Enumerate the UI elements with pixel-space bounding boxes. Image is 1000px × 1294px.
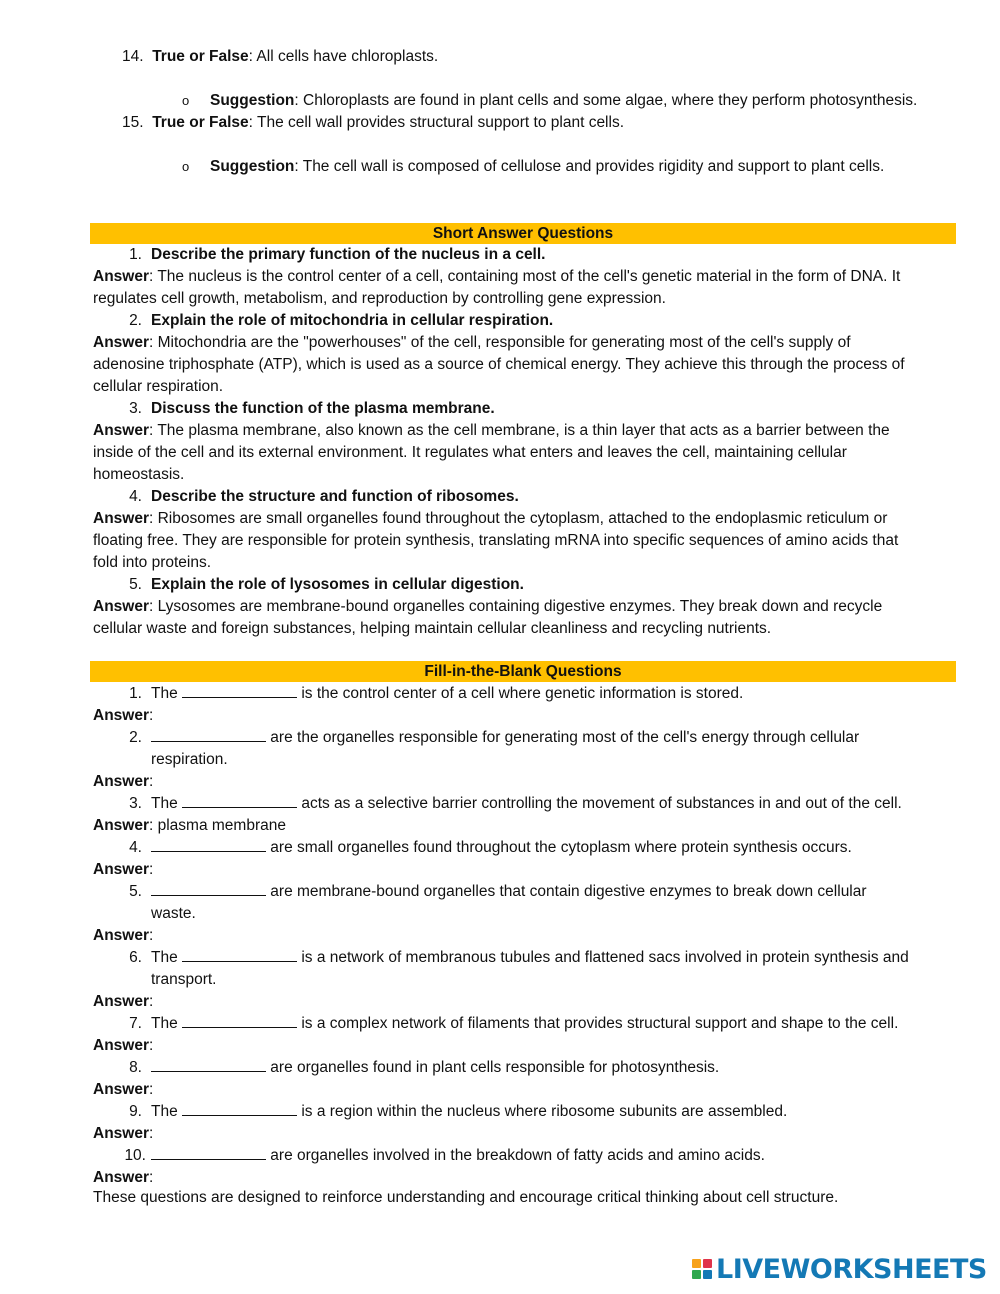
answer-line [93,705,153,727]
answer-line [93,332,851,354]
answer-label: Answer [93,707,149,724]
answer-value: : [149,927,154,944]
tf-suggestion-14 [210,90,917,112]
answer-label: Answer [93,334,149,351]
item-number: 9. [129,1103,142,1120]
logo-square [692,1270,701,1279]
fill-blank-question [151,947,909,969]
question-text [151,574,524,596]
answer-line [93,552,211,574]
answer-label: Answer [93,1125,149,1142]
blank-field[interactable] [182,1101,297,1116]
answer-label: Answer [93,598,149,615]
answer-text: floating free. They are responsible for protein synthesis, translating mRNA into specific sequences of amino acids that [93,532,899,549]
question-number: 4. [129,488,142,505]
tf-question-14 [122,46,438,68]
answer-line [93,1035,153,1057]
fill-blank-question [151,881,867,903]
logo-text: LIVEWORKSHEETS [716,1253,987,1285]
suggestion-label: Suggestion [210,158,295,175]
answer-label: Answer [93,1081,149,1098]
blank-field[interactable] [182,1013,297,1028]
answer-line [93,288,666,310]
logo-square [703,1259,712,1268]
question-number: 5. [129,576,142,593]
question-continuation: waste. [151,905,196,922]
tf-label: True or False [152,48,249,65]
item-number: 15. [122,114,144,131]
question-number: 1. [129,246,142,263]
item-number: 2. [129,729,142,746]
question-text [151,486,519,508]
answer-text: cellular respiration. [93,378,224,395]
answer-label: Answer [93,422,149,439]
question-text: are small organelles found throughout the cytoplasm where protein synthesis occurs. [266,839,852,856]
fill-blank-question [151,1101,787,1123]
answer-label: Answer [93,817,149,834]
blank-field[interactable] [182,947,297,962]
question-text: is a network of membranous tubules and flattened sacs involved in protein synthesis and [297,949,909,966]
answer-line [93,771,153,793]
question-bold: Describe the primary function of the nucleus in a cell. [151,246,546,263]
question-continuation: respiration. [151,751,228,768]
blank-field[interactable] [151,837,266,852]
item-number: 8. [129,1059,142,1076]
answer-value: : [149,1125,154,1142]
question-prefix: The [151,949,183,966]
answer-line [93,1123,153,1145]
answer-line [93,376,223,398]
fill-blank-question [151,727,859,749]
answer-label: Answer [93,993,149,1010]
logo-square [692,1259,701,1268]
answer-label: Answer [93,268,149,285]
answer-line [93,596,882,618]
answer-line [93,530,898,552]
item-number: 7. [129,1015,142,1032]
question-bold: Describe the structure and function of ribosomes. [151,488,519,505]
item-number: 3. [129,795,142,812]
question-bold: Discuss the function of the plasma membrane. [151,400,495,417]
suggestion-text: : Chloroplasts are found in plant cells and some algae, where they perform photosynthesis. [294,92,918,109]
answer-line [93,508,887,530]
answer-label: Answer [93,1169,149,1186]
answer-text: homeostasis. [93,466,185,483]
answer-line [93,420,890,442]
answer-text: : Mitochondria are the "powerhouses" of the cell, responsible for generating most of the cell's supply of [149,334,851,351]
question-prefix: The [151,1015,183,1032]
question-text: are the organelles responsible for generating most of the cell's energy through cellular [266,729,860,746]
answer-text: : The plasma membrane, also known as the cell membrane, is a thin layer that acts as a barrier between the [149,422,890,439]
fill-blank-question [151,793,902,815]
question-prefix: The [151,685,183,702]
answer-text: : The nucleus is the control center of a cell, containing most of the cell's genetic material in the form of DNA. It [149,268,901,285]
question-number: 3. [129,400,142,417]
answer-text: regulates cell growth, metabolism, and reproduction by controlling gene expression. [93,290,666,307]
fill-blank-heading: Fill-in-the-Blank Questions [90,661,956,682]
logo-mark-icon [692,1259,712,1279]
item-number: 1. [129,685,142,702]
question-bold: Explain the role of mitochondria in cellular respiration. [151,312,554,329]
liveworksheets-logo [692,1252,987,1286]
item-number: 14. [122,48,144,65]
logo-square [703,1270,712,1279]
suggestion-label: Suggestion [210,92,295,109]
item-number: 5. [129,883,142,900]
short-answer-heading: Short Answer Questions [90,223,956,244]
blank-field[interactable] [151,881,266,896]
answer-text: adenosine triphosphate (ATP), which is used as a source of chemical energy. They achieve this through the process of [93,356,905,373]
answer-text: fold into proteins. [93,554,212,571]
bullet-icon: o [182,159,190,174]
question-text: are organelles found in plant cells responsible for photosynthesis. [266,1059,720,1076]
question-number: 2. [129,312,142,329]
blank-field[interactable] [151,1057,266,1072]
item-number: 6. [129,949,142,966]
question-text: is a complex network of filaments that provides structural support and shape to the cell. [297,1015,899,1032]
answer-value: : [149,773,154,790]
fill-blank-question [151,837,852,859]
answer-value: : [149,861,154,878]
item-number: 4. [129,839,142,856]
answer-line [93,859,153,881]
answer-value: : [149,1081,154,1098]
answer-line [93,442,847,464]
answer-text: cellular waste and foreign substances, helping maintain cellular cleanliness and recycling nutrients. [93,620,772,637]
question-text: are membrane-bound organelles that contain digestive enzymes to break down cellular [266,883,867,900]
question-continuation: transport. [151,971,217,988]
tf-label: True or False [152,114,249,131]
answer-label: Answer [93,927,149,944]
tf-text: : The cell wall provides structural support to plant cells. [248,114,625,131]
item-number: 10. [124,1147,146,1164]
answer-value: : [149,1169,154,1186]
question-prefix: The [151,795,183,812]
question-text [151,244,545,266]
fill-blank-question [151,1013,898,1035]
question-text: is a region within the nucleus where ribosome subunits are assembled. [297,1103,788,1120]
answer-line [93,1167,153,1189]
bullet-icon: o [182,93,190,108]
answer-value: : [149,993,154,1010]
question-text: acts as a selective barrier controlling the movement of substances in and out of the cell. [297,795,902,812]
question-text [151,310,553,332]
answer-text: : Ribosomes are small organelles found throughout the cytoplasm, attached to the endoplasmic reticulum or [149,510,888,527]
tf-text: : All cells have chloroplasts. [248,48,439,65]
answer-line [93,925,153,947]
answer-line [93,266,900,288]
answer-value: : [149,707,154,724]
answer-line [93,464,184,486]
fill-blank-question [151,1145,765,1167]
question-text: is the control center of a cell where genetic information is stored. [297,685,744,702]
answer-line [93,618,771,640]
suggestion-text: : The cell wall is composed of cellulose and provides rigidity and support to plant cells. [294,158,885,175]
tf-question-15 [122,112,624,134]
answer-label: Answer [93,861,149,878]
fill-blank-question [151,1057,719,1079]
answer-line [93,354,905,376]
answer-text: : Lysosomes are membrane-bound organelles containing digestive enzymes. They break down and recycle [149,598,883,615]
answer-value: : plasma membrane [149,817,286,834]
blank-field[interactable] [151,1145,266,1160]
answer-value: : [149,1037,154,1054]
answer-label: Answer [93,510,149,527]
closing-text: These questions are designed to reinforce understanding and encourage critical thinking about cell structure. [93,1189,839,1206]
answer-line [93,1079,153,1101]
question-prefix: The [151,1103,183,1120]
blank-field[interactable] [182,683,297,698]
blank-field[interactable] [151,727,266,742]
question-bold: Explain the role of lysosomes in cellular digestion. [151,576,524,593]
answer-line [93,815,286,837]
question-text: are organelles involved in the breakdown of fatty acids and amino acids. [266,1147,765,1164]
answer-label: Answer [93,773,149,790]
answer-label: Answer [93,1037,149,1054]
tf-suggestion-15 [210,156,884,178]
fill-blank-question [151,683,743,705]
answer-line [93,991,153,1013]
answer-text: inside of the cell and its external environment. It regulates what enters and leaves the cell, maintaining cellular [93,444,847,461]
question-text [151,398,495,420]
blank-field[interactable] [182,793,297,808]
